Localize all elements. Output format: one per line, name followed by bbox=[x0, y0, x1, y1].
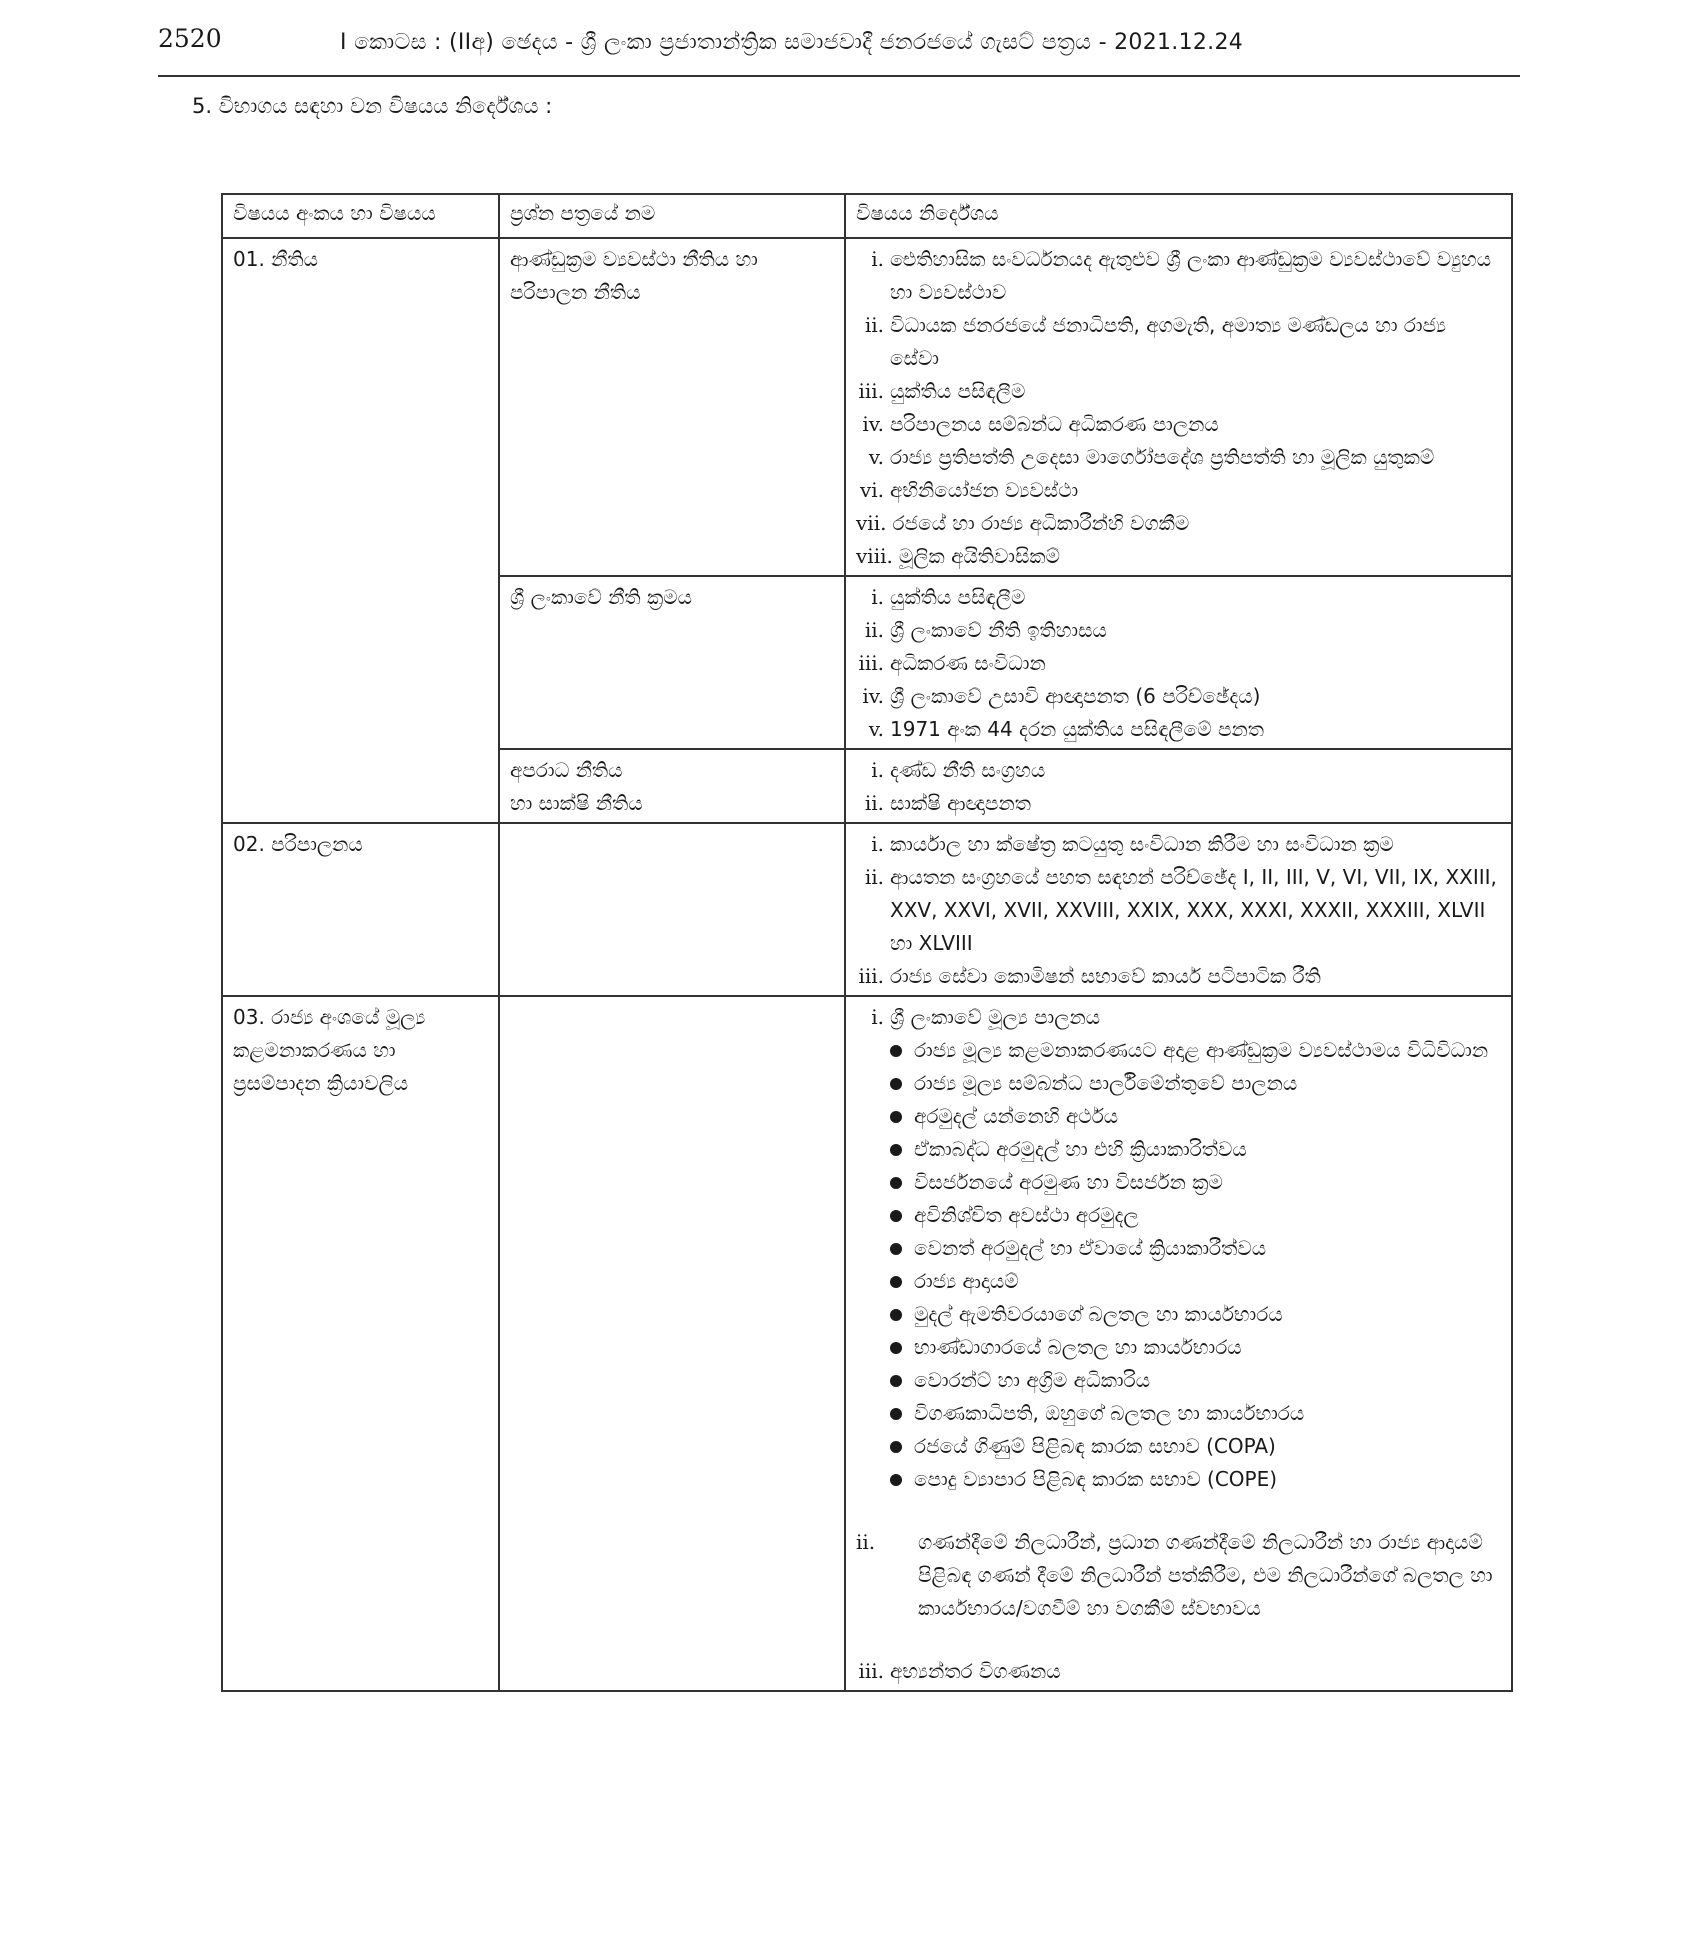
item-text: පරිපාලනය සම්බන්ධ අධිකරණ පාලනය bbox=[890, 412, 1219, 436]
column-header-subject: විෂයය අංකය හා විෂයය bbox=[222, 194, 499, 238]
item-number: v. bbox=[868, 445, 884, 469]
bullet-text: රාජ්‍ය මූල්‍ය සම්බන්ධ පාර්ලිමේන්තුවේ පාලනය bbox=[914, 1071, 1298, 1095]
item-number: ii. bbox=[856, 1530, 876, 1554]
paper-name-line: අපරාධ නීතිය bbox=[510, 758, 623, 782]
item-number: vi. bbox=[859, 478, 884, 502]
list-item bbox=[856, 1364, 1501, 1397]
list-item bbox=[856, 1232, 1501, 1265]
list-item bbox=[856, 441, 1501, 474]
item-text: සාක්ෂි ආඥාපනත bbox=[890, 791, 1031, 815]
subject-label: 02. පරිපාලනය bbox=[233, 832, 363, 856]
column-header-syllabus: විෂයය නිර්දේශය bbox=[845, 194, 1512, 238]
item-number: iv. bbox=[862, 684, 884, 708]
syllabus-cell bbox=[845, 996, 1512, 1691]
list-item bbox=[856, 1265, 1501, 1298]
list-item bbox=[856, 507, 1501, 540]
bullet-text: මුදල් ඇමතිවරයාගේ බලතල හා කාර්යභාරය bbox=[914, 1302, 1283, 1326]
list-item bbox=[856, 1166, 1501, 1199]
table-header-row bbox=[222, 194, 1512, 238]
page-header bbox=[158, 22, 1520, 72]
subject-label: 01. නීතිය bbox=[233, 247, 319, 271]
bullet-text: භාණ්ඩාගාරයේ බලතල හා කාර්යභාරය bbox=[914, 1335, 1242, 1359]
bullet-icon bbox=[890, 1144, 902, 1156]
column-header-paper: ප්‍රශ්න පත්‍රයේ නම bbox=[499, 194, 845, 238]
paper-name-cell bbox=[499, 749, 845, 823]
bullet-text: වෙනත් අරමුදල් හා ඒවායේ ක්‍රියාකාරීත්වය bbox=[914, 1236, 1267, 1260]
table-row bbox=[222, 996, 1512, 1691]
list-item bbox=[856, 243, 1501, 309]
list-item bbox=[856, 1526, 1501, 1625]
list-item bbox=[856, 540, 1501, 573]
syllabus-cell bbox=[845, 823, 1512, 996]
item-number: iii. bbox=[858, 379, 884, 403]
page-number: 2520 bbox=[158, 24, 222, 53]
list-item bbox=[856, 1133, 1501, 1166]
bullet-text: ඒකාබද්ධ අරමුදල් හා එහි ක්‍රියාකාරිත්වය bbox=[914, 1137, 1247, 1161]
bullet-text: විගණකාධිපති, ඔහුගේ බලතල හා කාර්යභාරය bbox=[914, 1401, 1305, 1425]
paper-name: ආණ්ඩුක්‍රම ව්‍යවස්ථා නීතිය හා පරිපාලන නීතිය bbox=[510, 247, 758, 304]
paper-name-cell bbox=[499, 996, 845, 1691]
bullet-text: වොරන්ට් හා අග්‍රිම අධිකාරිය bbox=[914, 1368, 1151, 1392]
list-item bbox=[856, 960, 1501, 993]
bullet-text: පොදු ව්‍යාපාර පිළිබඳ කාරක සභාව (COPE) bbox=[914, 1467, 1278, 1491]
item-number: iii. bbox=[858, 651, 884, 675]
item-number: ii. bbox=[864, 791, 884, 815]
section-heading: 5. විභාගය සඳහා වන විෂයය නිර්දේශය : bbox=[192, 94, 553, 118]
list-item bbox=[856, 1034, 1501, 1067]
bullet-icon bbox=[890, 1276, 902, 1288]
item-text: අධිකරණ සංවිධාන bbox=[890, 651, 1046, 675]
item-number: ii. bbox=[864, 313, 884, 337]
item-number: i. bbox=[871, 832, 884, 856]
item-number: ii. bbox=[864, 865, 884, 889]
list-item bbox=[856, 1100, 1501, 1133]
bullet-icon bbox=[890, 1375, 902, 1387]
list-item bbox=[856, 1298, 1501, 1331]
item-text: 1971 අංක 44 දරන යුක්තිය පසිඳලීමේ පනත bbox=[890, 717, 1264, 741]
item-text: විධායක ජනරජයේ ජනාධිපති, අගමැති, අමාත්‍ය මණ්ඩලය හා රාජ්‍ය සේවා bbox=[890, 313, 1447, 370]
bullet-icon bbox=[890, 1045, 902, 1057]
paper-name-cell bbox=[499, 823, 845, 996]
item-number: ii. bbox=[864, 618, 884, 642]
bullet-icon bbox=[890, 1309, 902, 1321]
spacer bbox=[856, 1625, 1501, 1655]
table-row bbox=[222, 823, 1512, 996]
item-number: iii. bbox=[858, 1659, 884, 1683]
item-text: ශ්‍රී ලංකාවේ මූල්‍ය පාලනය bbox=[890, 1005, 1101, 1029]
item-text: කාර්යාල හා ක්ෂේත්‍ර කටයුතු සංවිධාන කිරීම හා සංවිධාන ක්‍රම bbox=[890, 832, 1394, 856]
paper-name: ශ්‍රී ලංකාවේ නීති ක්‍රමය bbox=[510, 585, 693, 609]
subject-cell-finance bbox=[222, 996, 499, 1691]
item-text: මූලික අයිතිවාසිකම් bbox=[898, 544, 1060, 568]
bullet-text: විසර්ජනයේ අරමුණ හා විසර්ජන ක්‍රම bbox=[914, 1170, 1223, 1194]
item-text: රාජ්‍ය සේවා කොමිෂන් සභාවේ කාර්ය පටිපාටික රීති bbox=[890, 964, 1321, 988]
item-text: දණ්ඩ නීති සංග්‍රහය bbox=[890, 758, 1046, 782]
bullet-text: අරමුදල් යන්නෙහි අර්ථය bbox=[914, 1104, 1119, 1128]
table-row bbox=[222, 238, 1512, 576]
list-item bbox=[856, 680, 1501, 713]
bullet-icon bbox=[890, 1342, 902, 1354]
syllabus-cell bbox=[845, 238, 1512, 576]
syllabus-cell bbox=[845, 749, 1512, 823]
item-text: රජයේ හා රාජ්‍ය අධිකාරීන්හි වගකීම bbox=[892, 511, 1190, 535]
item-text: ශ්‍රී ලංකාවේ නීති ඉතිහාසය bbox=[890, 618, 1107, 642]
spacer bbox=[856, 1496, 1501, 1526]
list-item bbox=[856, 474, 1501, 507]
item-text: අභ්‍යන්තර විගණනය bbox=[890, 1659, 1061, 1683]
list-item bbox=[856, 1430, 1501, 1463]
bullet-icon bbox=[890, 1441, 902, 1453]
bullet-icon bbox=[890, 1210, 902, 1222]
paper-name-cell bbox=[499, 238, 845, 576]
item-text: ගණන්දීමේ නිලධාරීන්, ප්‍රධාන ගණන්දීමේ නිලධාරීන් හා රාජ්‍ය ආදායම් පිළිබඳ ගණන් දීමේ නිලධාරීන් පත්කිරීම, එම නිලධාරීන්ගේ බලතල හා කාර්යභාරය/වගවීම් හා වගකීම් ස්වභාවය bbox=[918, 1530, 1493, 1620]
item-number: vii. bbox=[856, 511, 887, 535]
item-number: i. bbox=[871, 247, 884, 271]
item-number: i. bbox=[871, 1005, 884, 1029]
list-item bbox=[856, 1199, 1501, 1232]
subject-cell-law bbox=[222, 238, 499, 823]
bullet-icon bbox=[890, 1177, 902, 1189]
list-item bbox=[856, 647, 1501, 680]
paper-name-cell bbox=[499, 576, 845, 749]
item-text: ශ්‍රී ලංකාවේ උසාවි ආඥාපනත (6 පරිච්ඡේදය) bbox=[890, 684, 1261, 708]
bullet-text: රජයේ ගිණුම් පිළිබඳ කාරක සභාව (COPA) bbox=[914, 1434, 1276, 1458]
list-item bbox=[856, 754, 1501, 787]
bullet-text: රාජ්‍ය මූල්‍ය කළමනාකරණයට අදාළ ආණ්ඩුක්‍රම ව්‍යවස්ථාමය විධිවිධාන bbox=[914, 1038, 1489, 1062]
list-item bbox=[856, 713, 1501, 746]
item-number: iv. bbox=[862, 412, 884, 436]
bullet-text: අවිනිශ්චිත අවස්ථා අරමුදල bbox=[914, 1203, 1139, 1227]
list-item bbox=[856, 1001, 1501, 1034]
bullet-text: රාජ්‍ය ආදායම් bbox=[914, 1269, 1019, 1293]
list-item bbox=[856, 375, 1501, 408]
item-number: viii. bbox=[856, 544, 893, 568]
list-item bbox=[856, 828, 1501, 861]
subject-cell-administration bbox=[222, 823, 499, 996]
list-item bbox=[856, 581, 1501, 614]
item-number: i. bbox=[871, 758, 884, 782]
syllabus-cell bbox=[845, 576, 1512, 749]
bullet-icon bbox=[890, 1474, 902, 1486]
item-number: v. bbox=[868, 717, 884, 741]
item-text: රාජ්‍ය ප්‍රතිපත්ති උදෙසා මාර්ගෝපදේශ ප්‍රතිපත්ති හා මූලික යුතුකම් bbox=[890, 445, 1435, 469]
list-item bbox=[856, 614, 1501, 647]
item-number: iii. bbox=[858, 964, 884, 988]
gazette-header-title: I කොටස : (IIඅ) ඡෙදය - ශ්‍රී ලංකා ප්‍රජාතාන්ත්‍රික සමාජවාදී ජනරජයේ ගැසට් පත්‍රය - 2021.12.24 bbox=[340, 30, 1244, 55]
list-item bbox=[856, 787, 1501, 820]
list-item bbox=[856, 1331, 1501, 1364]
list-item bbox=[856, 1067, 1501, 1100]
item-text: ආයතන සංග්‍රහයේ පහත සඳහන් පරිච්ඡේද I, II, III, V, VI, VII, IX, XXIII, XXV, XXVI, XVII, XXVIII, XXIX, XXX, XXXI, XXXII, XXXIII, XLVII හා XLVIII bbox=[890, 865, 1497, 955]
header-divider bbox=[158, 75, 1520, 77]
item-text: යුක්තිය පසිඳලීම bbox=[890, 585, 1026, 609]
list-item bbox=[856, 861, 1501, 960]
item-text: යුක්තිය පසිඳලීම bbox=[890, 379, 1026, 403]
list-item bbox=[856, 1463, 1501, 1496]
bullet-icon bbox=[890, 1078, 902, 1090]
bullet-icon bbox=[890, 1408, 902, 1420]
list-item bbox=[856, 408, 1501, 441]
item-number: i. bbox=[871, 585, 884, 609]
list-item bbox=[856, 309, 1501, 375]
list-item bbox=[856, 1655, 1501, 1688]
bullet-icon bbox=[890, 1111, 902, 1123]
bullet-icon bbox=[890, 1243, 902, 1255]
paper-name-line: හා සාක්ෂි නීතිය bbox=[510, 791, 643, 815]
item-text: අභිනියෝජන ව්‍යවස්ථා bbox=[890, 478, 1079, 502]
subject-label: 03. රාජ්‍ය අංශයේ මූල්‍ය කළමනාකරණය හා ප්‍රසම්පාදන ක්‍රියාවලිය bbox=[233, 1005, 426, 1095]
bullet-list bbox=[856, 1034, 1501, 1496]
item-text: ඓතිහාසික සංවර්ධනයද ඇතුළුව ශ්‍රී ලංකා ආණ්ඩුක්‍රම ව්‍යවස්ථාවේ ව්‍යුහය හා ව්‍යවස්ථාව bbox=[890, 247, 1492, 304]
syllabus-table bbox=[221, 193, 1513, 1692]
list-item bbox=[856, 1397, 1501, 1430]
